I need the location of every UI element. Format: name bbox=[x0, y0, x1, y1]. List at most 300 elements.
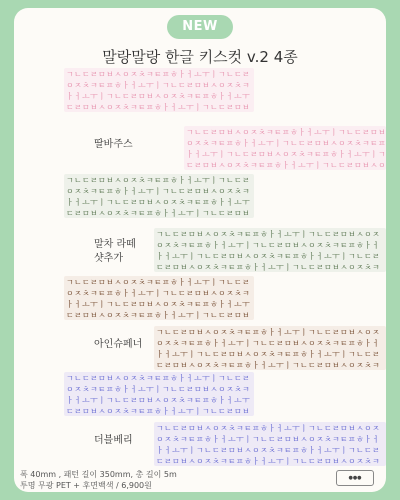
sticker-glyph: ㅍ bbox=[282, 128, 290, 137]
sticker-glyph: ㅇ bbox=[338, 139, 346, 148]
sticker-glyph: ㅁ bbox=[98, 278, 106, 287]
sticker-glyph: ㅅ bbox=[370, 161, 378, 170]
sticker-glyph: ㅂ bbox=[236, 252, 244, 261]
sticker-glyph: ㅇ bbox=[212, 424, 220, 433]
sticker-glyph: ㄴ bbox=[316, 424, 324, 433]
sticker-glyph: ㅇ bbox=[218, 385, 226, 394]
sticker-glyph: ㄱ bbox=[322, 161, 330, 170]
sticker-glyph: ㅏ bbox=[212, 339, 220, 348]
sticker-glyph: ㅣ bbox=[340, 446, 348, 455]
sticker-glyph: ㅂ bbox=[146, 92, 154, 101]
sticker-glyph: ㅊ bbox=[228, 230, 236, 239]
sticker-glyph: ㅊ bbox=[122, 103, 130, 112]
sticker-glyph: ㄹ bbox=[90, 374, 98, 383]
sticker-glyph: ㅣ bbox=[194, 103, 202, 112]
sticker-glyph: ㅌ bbox=[194, 198, 202, 207]
sticker-glyph: ㄷ bbox=[172, 424, 180, 433]
sticker-glyph: ㅅ bbox=[300, 339, 308, 348]
sticker-glyph: ㄹ bbox=[164, 263, 172, 272]
sticker-glyph: ㅂ bbox=[90, 103, 98, 112]
sticker-glyph: ㅜ bbox=[292, 230, 300, 239]
sticker-glyph: ㅈ bbox=[372, 424, 380, 433]
sticker-glyph: ㅇ bbox=[212, 328, 220, 337]
sticker-glyph: ㄴ bbox=[170, 187, 178, 196]
sticker-glyph: ㅊ bbox=[324, 435, 332, 444]
sticker-glyph: ㅇ bbox=[226, 161, 234, 170]
sticker-glyph: ㅈ bbox=[226, 289, 234, 298]
sticker-glyph: ㅜ bbox=[186, 407, 194, 416]
sticker-glyph: ㄹ bbox=[130, 92, 138, 101]
sticker-glyph: ㅗ bbox=[354, 150, 362, 159]
sticker-glyph: ㅊ bbox=[364, 263, 372, 272]
sticker-glyph: ㅣ bbox=[194, 407, 202, 416]
sticker-glyph: ㅏ bbox=[122, 385, 130, 394]
sticker-glyph: ㄱ bbox=[106, 396, 114, 405]
spec-line-1: 폭 40mm , 패턴 길이 350mm, 총 길이 5m bbox=[20, 470, 177, 479]
sticker-glyph: ㅌ bbox=[284, 252, 292, 261]
sticker-glyph: ㅣ bbox=[284, 457, 292, 466]
sticker-glyph: ㅜ bbox=[146, 81, 154, 90]
sticker-glyph: ㄹ bbox=[90, 278, 98, 287]
sticker-glyph: ㅗ bbox=[268, 361, 276, 370]
sticker-glyph: ㅜ bbox=[332, 350, 340, 359]
sticker-glyph: ㅈ bbox=[356, 361, 364, 370]
sticker-glyph: ㅅ bbox=[114, 374, 122, 383]
sticker-glyph: ㅗ bbox=[172, 252, 180, 261]
sticker-glyph: ㅇ bbox=[122, 374, 130, 383]
sticker-glyph: ㄹ bbox=[332, 424, 340, 433]
sticker-glyph: ㅏ bbox=[308, 350, 316, 359]
sticker-glyph: ㄴ bbox=[290, 139, 298, 148]
sticker-glyph: ㅁ bbox=[194, 187, 202, 196]
sticker-glyph: ㄹ bbox=[90, 70, 98, 79]
sticker-pattern-svg bbox=[64, 276, 254, 320]
sticker-glyph: ㅜ bbox=[90, 92, 98, 101]
sticker-pattern-svg bbox=[184, 126, 386, 170]
sticker-glyph: ㅍ bbox=[202, 396, 210, 405]
sticker-glyph: ㅓ bbox=[276, 424, 284, 433]
sticker-glyph: ㅣ bbox=[218, 150, 226, 159]
strip-einspanner-bottom bbox=[154, 326, 386, 370]
sticker-glyph: ㅓ bbox=[130, 81, 138, 90]
sticker-glyph: ㅗ bbox=[298, 161, 306, 170]
sticker-glyph: ㅏ bbox=[178, 278, 186, 287]
sticker-glyph: ㅗ bbox=[194, 70, 202, 79]
sticker-glyph: ㄷ bbox=[234, 70, 242, 79]
sticker-glyph: ㅋ bbox=[180, 339, 188, 348]
sticker-glyph: ㅂ bbox=[180, 361, 188, 370]
sticker-glyph: ㅊ bbox=[122, 311, 130, 320]
spec-line-2: 투명 무광 PET + 후면백색 / 6,900원 bbox=[20, 481, 152, 490]
sticker-glyph: ㅁ bbox=[258, 150, 266, 159]
sticker-glyph: ㅊ bbox=[324, 241, 332, 250]
sticker-glyph: ㅓ bbox=[276, 328, 284, 337]
sticker-glyph: ㄱ bbox=[202, 209, 210, 218]
sticker-glyph: ㄹ bbox=[90, 176, 98, 185]
sticker-glyph: ㅊ bbox=[172, 241, 180, 250]
sticker-glyph: ㅣ bbox=[210, 70, 218, 79]
sticker-glyph: ㄱ bbox=[348, 252, 356, 261]
sticker-glyph: ㅣ bbox=[188, 446, 196, 455]
sticker-glyph: ㅓ bbox=[164, 350, 172, 359]
label-matcha: 말차 라떼 bbox=[94, 239, 136, 250]
sticker-glyph: ㅓ bbox=[372, 435, 380, 444]
sticker-glyph: ㅌ bbox=[258, 161, 266, 170]
sticker-glyph: ㅜ bbox=[306, 161, 314, 170]
label-berry: 더블베리 bbox=[94, 435, 133, 446]
sticker-glyph: ㄱ bbox=[338, 128, 346, 137]
sticker-glyph: ㅂ bbox=[106, 374, 114, 383]
sticker-glyph: ㅈ bbox=[372, 230, 380, 239]
sticker-glyph: ㅇ bbox=[122, 278, 130, 287]
sticker-glyph: ㄹ bbox=[316, 263, 324, 272]
sticker-glyph: ㅂ bbox=[196, 230, 204, 239]
sticker-glyph: ㅣ bbox=[188, 252, 196, 261]
sticker-glyph: ㄹ bbox=[226, 311, 234, 320]
sticker-pattern-svg bbox=[154, 422, 386, 466]
product-title: 말랑말랑 한글 키스컷 v.2 4종 bbox=[102, 48, 298, 66]
sticker-glyph: ㅗ bbox=[178, 407, 186, 416]
sticker-glyph: ㅋ bbox=[146, 278, 154, 287]
sticker-glyph: ㅗ bbox=[284, 230, 292, 239]
sticker-glyph: ㅋ bbox=[372, 457, 380, 466]
sticker-glyph: ㅌ bbox=[98, 289, 106, 298]
sticker-glyph: ㅁ bbox=[284, 435, 292, 444]
sticker-glyph: ㅊ bbox=[234, 289, 242, 298]
sticker-glyph: ㅁ bbox=[172, 361, 180, 370]
sticker-glyph: ㄴ bbox=[356, 252, 364, 261]
sticker-glyph: ㅈ bbox=[170, 198, 178, 207]
sticker-glyph: ㅜ bbox=[202, 176, 210, 185]
sticker-glyph: ㅇ bbox=[186, 139, 194, 148]
sticker-glyph: ㅂ bbox=[348, 328, 356, 337]
sticker-glyph: ㅅ bbox=[154, 396, 162, 405]
sticker-glyph: ㄱ bbox=[66, 374, 74, 383]
sticker-glyph: ㅇ bbox=[156, 435, 164, 444]
sticker-glyph: ㅅ bbox=[114, 70, 122, 79]
sticker-glyph: ㅇ bbox=[308, 435, 316, 444]
sticker-glyph: ㄷ bbox=[298, 139, 306, 148]
sticker-glyph: ㄱ bbox=[218, 374, 226, 383]
sticker-glyph: ㅜ bbox=[202, 70, 210, 79]
sticker-glyph: ㄹ bbox=[186, 187, 194, 196]
sticker-glyph: ㄹ bbox=[250, 150, 258, 159]
sticker-glyph: ㅏ bbox=[268, 230, 276, 239]
sticker-glyph: ㅇ bbox=[252, 446, 260, 455]
sticker-glyph: ㄷ bbox=[172, 230, 180, 239]
sticker-glyph: ㄹ bbox=[226, 407, 234, 416]
sticker-glyph: ㅈ bbox=[220, 424, 228, 433]
sticker-glyph: ㅈ bbox=[74, 81, 82, 90]
sticker-glyph: ㅈ bbox=[130, 176, 138, 185]
sticker-glyph: ㅊ bbox=[364, 457, 372, 466]
sticker-glyph: ㅋ bbox=[220, 457, 228, 466]
sticker-glyph: ㄹ bbox=[180, 424, 188, 433]
sticker-glyph: ㅁ bbox=[194, 81, 202, 90]
brand-logo: ●●● bbox=[336, 470, 374, 486]
sticker-glyph: ㄷ bbox=[178, 289, 186, 298]
sticker-glyph: ㄱ bbox=[66, 176, 74, 185]
sticker-glyph: ㅁ bbox=[82, 103, 90, 112]
sticker-pattern-svg bbox=[64, 174, 254, 218]
sticker-glyph: ㅓ bbox=[260, 263, 268, 272]
sticker-glyph: ㅊ bbox=[202, 139, 210, 148]
sticker-glyph: ㄱ bbox=[156, 424, 164, 433]
sticker-glyph: ㅜ bbox=[202, 374, 210, 383]
sticker-glyph: ㄹ bbox=[372, 350, 380, 359]
sticker-glyph: ㅈ bbox=[164, 339, 172, 348]
sticker-glyph: ㄱ bbox=[218, 70, 226, 79]
sticker-glyph: ㅇ bbox=[212, 230, 220, 239]
sticker-glyph: ㅇ bbox=[106, 209, 114, 218]
sticker-glyph: ㅣ bbox=[330, 128, 338, 137]
sticker-glyph: ㅅ bbox=[188, 457, 196, 466]
sticker-glyph: ㅈ bbox=[220, 230, 228, 239]
sticker-glyph: ㄴ bbox=[356, 446, 364, 455]
sticker-glyph: ㅊ bbox=[212, 263, 220, 272]
sticker-glyph: ㅏ bbox=[218, 92, 226, 101]
sticker-glyph: ㄹ bbox=[372, 252, 380, 261]
sticker-glyph: ㅓ bbox=[260, 457, 268, 466]
sticker-glyph: ㅋ bbox=[266, 128, 274, 137]
sticker-glyph: ㅎ bbox=[154, 103, 162, 112]
sticker-glyph: ㅎ bbox=[114, 81, 122, 90]
sticker-glyph: ㅜ bbox=[146, 385, 154, 394]
sticker-glyph: ㅁ bbox=[370, 128, 378, 137]
sticker-glyph: ㅂ bbox=[106, 176, 114, 185]
sticker-glyph: ㄱ bbox=[106, 198, 114, 207]
sticker-glyph: ㅈ bbox=[130, 374, 138, 383]
sticker-glyph: ㅋ bbox=[210, 139, 218, 148]
sticker-glyph: ㅣ bbox=[194, 311, 202, 320]
sticker-glyph: ㅣ bbox=[154, 385, 162, 394]
sticker-glyph: ㅈ bbox=[170, 300, 178, 309]
sticker-glyph: ㄴ bbox=[204, 350, 212, 359]
sticker-glyph: ㄹ bbox=[220, 252, 228, 261]
sticker-glyph: ㅎ bbox=[290, 128, 298, 137]
sticker-glyph: ㅁ bbox=[234, 209, 242, 218]
sticker-glyph: ㅅ bbox=[244, 252, 252, 261]
sticker-glyph: ㅇ bbox=[162, 300, 170, 309]
sticker-glyph: ㄴ bbox=[346, 128, 354, 137]
sticker-glyph: ㅣ bbox=[274, 139, 282, 148]
sticker-glyph: ㅏ bbox=[156, 350, 164, 359]
sticker-glyph: ㅌ bbox=[244, 230, 252, 239]
sticker-glyph: ㅂ bbox=[348, 424, 356, 433]
sticker-glyph: ㅋ bbox=[90, 81, 98, 90]
sticker-glyph: ㅊ bbox=[178, 198, 186, 207]
sticker-glyph: ㅗ bbox=[202, 150, 210, 159]
sticker-glyph: ㅓ bbox=[316, 252, 324, 261]
sticker-glyph: ㅗ bbox=[324, 350, 332, 359]
sticker-glyph: ㅁ bbox=[228, 446, 236, 455]
sticker-glyph: ㅁ bbox=[228, 252, 236, 261]
sticker-glyph: ㄹ bbox=[332, 230, 340, 239]
sticker-glyph: ㅣ bbox=[154, 187, 162, 196]
sticker-glyph: ㅌ bbox=[370, 139, 378, 148]
sticker-glyph: ㅌ bbox=[244, 328, 252, 337]
sticker-glyph: ㄷ bbox=[354, 128, 362, 137]
sticker-glyph: ㅍ bbox=[348, 339, 356, 348]
sticker-glyph: ㅗ bbox=[258, 139, 266, 148]
sticker-glyph: ㅅ bbox=[340, 361, 348, 370]
sticker-glyph: ㅋ bbox=[130, 311, 138, 320]
sticker-glyph: ㅌ bbox=[194, 92, 202, 101]
sticker-glyph: ㅁ bbox=[82, 209, 90, 218]
sticker-glyph: ㅁ bbox=[138, 198, 146, 207]
sticker-glyph: ㅊ bbox=[172, 339, 180, 348]
sticker-glyph: ㅂ bbox=[348, 230, 356, 239]
sticker-glyph: ㅅ bbox=[300, 435, 308, 444]
sticker-glyph: ㅌ bbox=[284, 350, 292, 359]
sticker-glyph: ㅓ bbox=[316, 446, 324, 455]
sticker-glyph: ㅗ bbox=[82, 396, 90, 405]
sticker-glyph: ㄹ bbox=[276, 435, 284, 444]
sticker-glyph: ㅂ bbox=[146, 300, 154, 309]
sticker-glyph: ㅏ bbox=[252, 457, 260, 466]
sticker-glyph: ㅁ bbox=[194, 385, 202, 394]
sticker-glyph: ㅋ bbox=[276, 446, 284, 455]
sticker-glyph: ㅓ bbox=[220, 339, 228, 348]
sticker-glyph: ㄱ bbox=[378, 150, 386, 159]
sticker-glyph: ㅏ bbox=[282, 161, 290, 170]
sticker-glyph: ㄴ bbox=[300, 263, 308, 272]
sticker-glyph: ㄹ bbox=[316, 457, 324, 466]
sticker-glyph: ㅁ bbox=[340, 328, 348, 337]
sticker-glyph: ㅜ bbox=[186, 311, 194, 320]
sticker-glyph: ㅊ bbox=[138, 70, 146, 79]
sticker-glyph: ㅋ bbox=[372, 263, 380, 272]
sticker-glyph: ㅓ bbox=[194, 150, 202, 159]
sticker-glyph: ㅊ bbox=[82, 187, 90, 196]
sticker-glyph: ㄹ bbox=[180, 328, 188, 337]
sticker-glyph: ㅓ bbox=[130, 187, 138, 196]
sticker-glyph: ㄴ bbox=[316, 230, 324, 239]
sticker-glyph: ㅂ bbox=[180, 457, 188, 466]
sticker-glyph: ㅅ bbox=[244, 350, 252, 359]
sticker-glyph: ㅍ bbox=[196, 339, 204, 348]
sticker-glyph: ㅂ bbox=[332, 361, 340, 370]
sticker-glyph: ㅗ bbox=[234, 198, 242, 207]
sticker-glyph: ㅗ bbox=[324, 446, 332, 455]
sticker-glyph: ㅋ bbox=[90, 385, 98, 394]
sticker-glyph: ㄱ bbox=[156, 230, 164, 239]
sticker-glyph: ㄹ bbox=[210, 128, 218, 137]
sticker-glyph: ㄹ bbox=[332, 328, 340, 337]
sticker-glyph: ㅣ bbox=[314, 161, 322, 170]
sticker-glyph: ㄴ bbox=[210, 407, 218, 416]
sticker-glyph: ㅣ bbox=[340, 252, 348, 261]
sticker-glyph: ㅅ bbox=[356, 328, 364, 337]
sticker-glyph: ㄹ bbox=[346, 161, 354, 170]
sticker-glyph: ㄱ bbox=[196, 252, 204, 261]
sticker-glyph: ㅌ bbox=[138, 209, 146, 218]
sticker-glyph: ㄷ bbox=[156, 263, 164, 272]
sticker-glyph: ㅈ bbox=[114, 209, 122, 218]
sticker-glyph: ㅗ bbox=[178, 209, 186, 218]
sticker-pattern-svg bbox=[154, 228, 386, 272]
sticker-glyph: ㅓ bbox=[346, 150, 354, 159]
sticker-glyph: ㄱ bbox=[252, 435, 260, 444]
sticker-glyph: ㅏ bbox=[156, 446, 164, 455]
strip-matcha-top bbox=[64, 174, 254, 218]
sticker-glyph: ㅌ bbox=[228, 263, 236, 272]
sticker-glyph: ㅁ bbox=[234, 407, 242, 416]
sticker-glyph: ㅓ bbox=[74, 198, 82, 207]
sticker-glyph: ㅏ bbox=[122, 81, 130, 90]
sticker-glyph: ㅎ bbox=[234, 139, 242, 148]
label-einspanner: 아인슈페너 bbox=[94, 339, 143, 350]
sticker-glyph: ㅊ bbox=[364, 361, 372, 370]
sticker-glyph: ㅇ bbox=[242, 128, 250, 137]
sticker-glyph: ㅏ bbox=[338, 150, 346, 159]
sticker-glyph: ㅍ bbox=[146, 209, 154, 218]
sticker-glyph: ㅋ bbox=[242, 187, 250, 196]
sticker-glyph: ㄴ bbox=[170, 289, 178, 298]
sticker-glyph: ㅈ bbox=[164, 241, 172, 250]
sticker-glyph: ㅋ bbox=[236, 328, 244, 337]
sticker-glyph: ㅍ bbox=[146, 311, 154, 320]
sticker-glyph: ㅋ bbox=[180, 241, 188, 250]
sticker-glyph: ㅏ bbox=[364, 339, 372, 348]
sticker-glyph: ㅁ bbox=[324, 457, 332, 466]
sticker-glyph: ㅓ bbox=[316, 350, 324, 359]
sticker-glyph: ㅓ bbox=[220, 241, 228, 250]
sticker-glyph: ㅁ bbox=[228, 350, 236, 359]
sticker-glyph: ㅌ bbox=[194, 396, 202, 405]
sticker-glyph: ㅇ bbox=[218, 81, 226, 90]
sticker-glyph: ㅅ bbox=[234, 128, 242, 137]
sticker-glyph: ㅊ bbox=[138, 176, 146, 185]
sticker-glyph: ㅌ bbox=[218, 139, 226, 148]
sticker-glyph: ㄷ bbox=[268, 241, 276, 250]
sticker-glyph: ㄹ bbox=[306, 139, 314, 148]
sticker-glyph: ㅈ bbox=[226, 187, 234, 196]
sticker-glyph: ㅂ bbox=[202, 81, 210, 90]
sticker-glyph: ㅎ bbox=[300, 446, 308, 455]
sticker-glyph: ㅂ bbox=[332, 457, 340, 466]
sticker-glyph: ㅋ bbox=[372, 361, 380, 370]
sticker-glyph: ㅂ bbox=[322, 139, 330, 148]
sticker-glyph: ㅁ bbox=[138, 300, 146, 309]
sticker-glyph: ㅊ bbox=[122, 407, 130, 416]
sticker-glyph: ㄴ bbox=[234, 150, 242, 159]
sticker-glyph: ㅁ bbox=[194, 289, 202, 298]
sticker-glyph: ㄷ bbox=[66, 103, 74, 112]
sticker-glyph: ㅜ bbox=[266, 139, 274, 148]
sticker-glyph: ㄷ bbox=[66, 407, 74, 416]
sticker-glyph: ㅏ bbox=[218, 198, 226, 207]
sticker-glyph: ㅋ bbox=[276, 252, 284, 261]
sticker-glyph: ㄹ bbox=[186, 385, 194, 394]
sticker-glyph: ㅇ bbox=[66, 81, 74, 90]
sticker-glyph: ㅌ bbox=[340, 241, 348, 250]
sticker-glyph: ㄱ bbox=[308, 424, 316, 433]
sticker-glyph: ㅣ bbox=[194, 209, 202, 218]
sticker-glyph: ㅌ bbox=[154, 374, 162, 383]
sticker-glyph: ㅂ bbox=[202, 187, 210, 196]
sticker-glyph: ㅅ bbox=[340, 457, 348, 466]
sticker-glyph: ㅊ bbox=[354, 139, 362, 148]
sticker-glyph: ㅊ bbox=[268, 446, 276, 455]
sticker-glyph: ㄱ bbox=[162, 385, 170, 394]
sticker-glyph: ㄴ bbox=[330, 161, 338, 170]
sticker-glyph: ㅈ bbox=[114, 407, 122, 416]
sticker-glyph: ㅗ bbox=[268, 457, 276, 466]
sticker-glyph: ㅊ bbox=[234, 187, 242, 196]
sticker-glyph: ㅌ bbox=[340, 339, 348, 348]
sticker-glyph: ㅎ bbox=[356, 339, 364, 348]
